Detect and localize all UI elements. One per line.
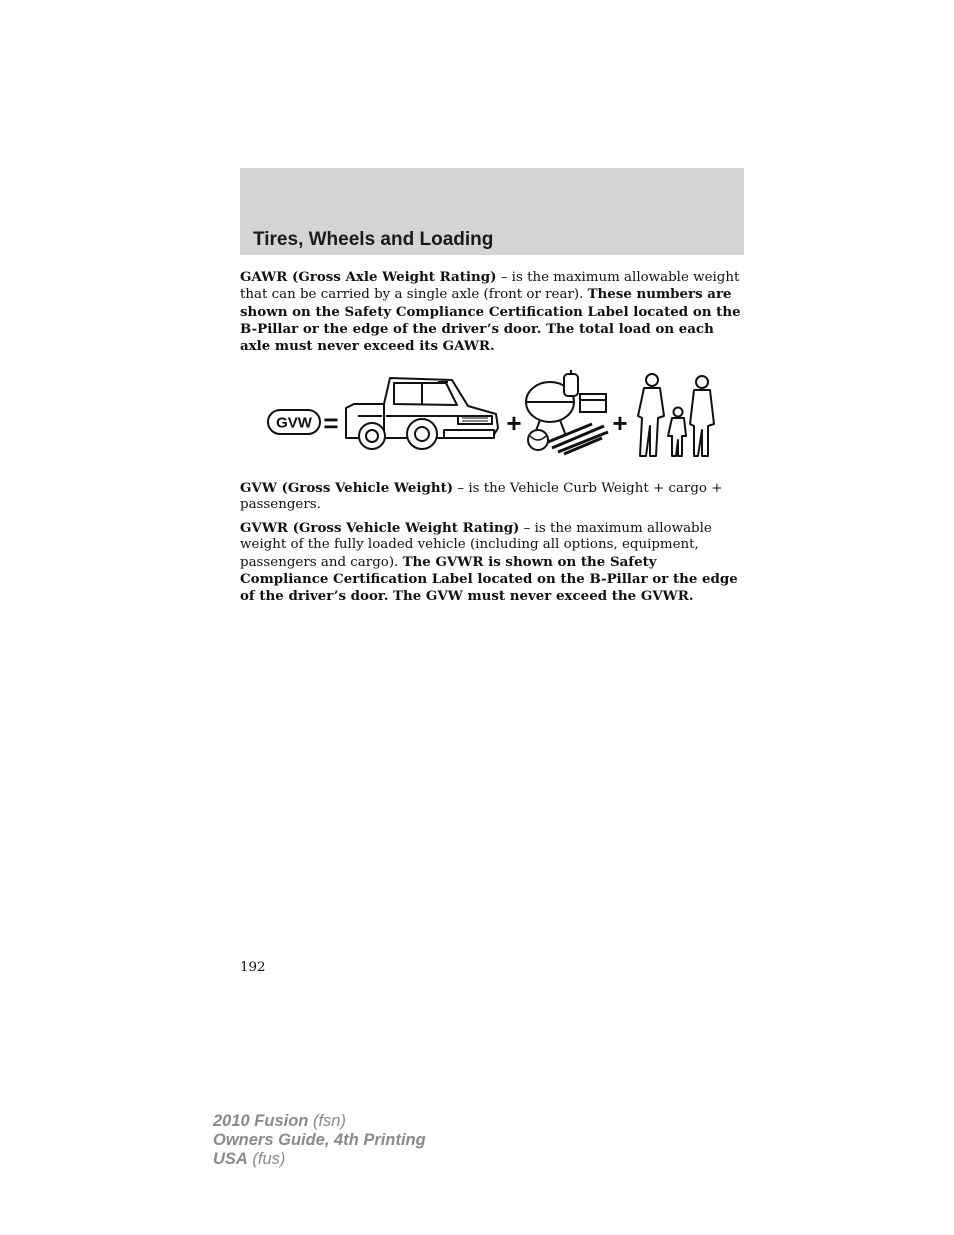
gawr-paragraph [240, 269, 745, 355]
equals-sign: = [323, 408, 339, 438]
page-number: 192 [240, 960, 266, 975]
truck-icon [346, 378, 498, 449]
gvw-badge-label: GVW [276, 414, 312, 432]
gvwr-definition: – is the maximum allowable weight of the fully loaded vehicle (including all options, equipment, passengers and cargo). [240, 521, 712, 570]
gvw-illustration [262, 366, 722, 462]
family-icon [638, 374, 714, 456]
footer-market-code: (fus) [247, 1150, 286, 1168]
footer-market: USA [213, 1150, 248, 1168]
section-title: Tires, Wheels and Loading [253, 229, 494, 250]
footer-line-3 [213, 1150, 426, 1169]
gvw-badge [268, 410, 320, 434]
gvw-term: GVW (Gross Vehicle Weight) [240, 480, 454, 496]
gvw-paragraph [240, 480, 745, 514]
gvwr-note: The GVWR is shown on the Safety Compliance Certification Label located on the B-Pillar or the edge of the driver’s door. The GVW must never exceed the GVWR. [240, 553, 738, 605]
gvwr-paragraph [240, 520, 745, 605]
footer-line-2: Owners Guide, 4th Printing [213, 1131, 426, 1149]
footer-line-1 [213, 1112, 426, 1131]
gvw-definition: – is the Vehicle Curb Weight + cargo + passengers. [240, 481, 723, 513]
footer-model-code: (fsn) [308, 1112, 346, 1130]
cargo-icon [526, 370, 608, 454]
gawr-term: GAWR (Gross Axle Weight Rating) [240, 269, 497, 285]
plus-sign-2: + [612, 408, 628, 438]
document-footer [213, 1112, 426, 1169]
plus-sign-1: + [506, 408, 522, 438]
gawr-definition: – is the maximum allowable weight that can be carried by a single axle (front or rear). [240, 270, 740, 303]
gvwr-term: GVWR (Gross Vehicle Weight Rating) [240, 520, 520, 536]
footer-model: 2010 Fusion [213, 1112, 309, 1130]
gawr-note: These numbers are shown on the Safety Compliance Certification Label located on the B-Pillar or the edge of the driver’s door. The total load on each axle must never exceed its GAWR. [240, 286, 741, 355]
section-header-band [240, 168, 744, 255]
